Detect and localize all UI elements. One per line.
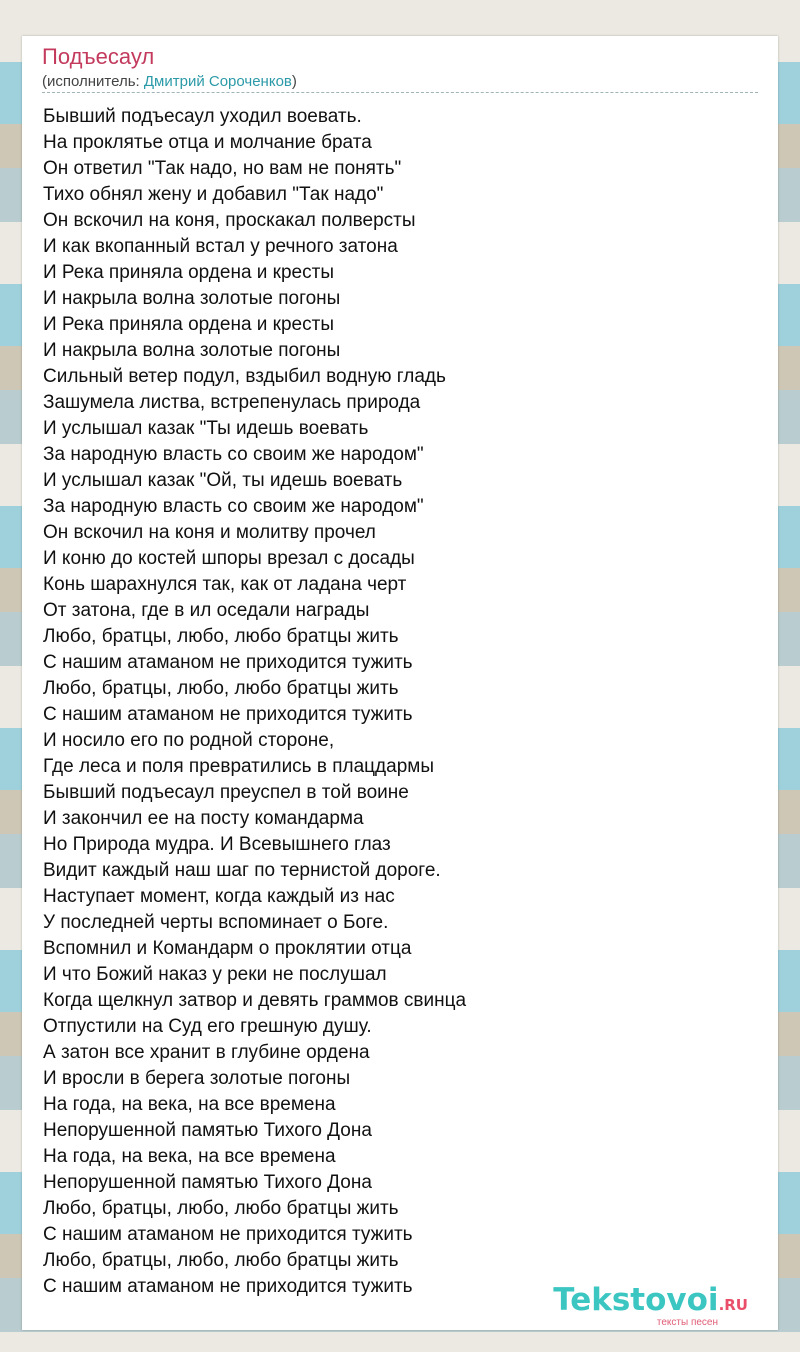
lyric-line: Наступает момент, когда каждый из нас bbox=[43, 886, 395, 907]
logo-name: Tekstovoi bbox=[553, 1282, 719, 1318]
lyric-line: И услышал казак "Ой, ты идешь воевать bbox=[43, 470, 403, 491]
lyric-line: И Река приняла ордена и кресты bbox=[43, 314, 334, 335]
lyric-line: Тихо обнял жену и добавил "Так надо" bbox=[43, 184, 384, 205]
lyric-line: На года, на века, на все времена bbox=[43, 1146, 336, 1167]
lyric-line: От затона, где в ил оседали награды bbox=[43, 600, 370, 621]
lyric-line: С нашим атаманом не приходится тужить bbox=[43, 652, 413, 673]
lyric-line: На проклятье отца и молчание брата bbox=[43, 132, 372, 153]
lyric-line: И услышал казак "Ты идешь воевать bbox=[43, 418, 369, 439]
lyric-line: И что Божий наказ у реки не послушал bbox=[43, 964, 387, 985]
logo-tld: .RU bbox=[718, 1296, 748, 1314]
performer-suffix: ) bbox=[291, 73, 297, 90]
performer-link[interactable]: Дмитрий Сороченков bbox=[143, 73, 292, 90]
lyric-line: С нашим атаманом не приходится тужить bbox=[43, 704, 413, 725]
lyric-line: С нашим атаманом не приходится тужить bbox=[43, 1224, 413, 1245]
lyric-line: Но Природа мудра. И Всевышнего глаз bbox=[43, 834, 391, 855]
lyric-line: А затон все хранит в глубине ордена bbox=[43, 1042, 370, 1063]
lyric-line: Где леса и поля превратились в плацдармы bbox=[43, 756, 434, 777]
song-title: Подъесаул bbox=[42, 44, 155, 69]
lyric-line: И накрыла волна золотые погоны bbox=[43, 288, 341, 309]
lyric-line: Вспомнил и Командарм о проклятии отца bbox=[43, 938, 412, 959]
lyric-line: И накрыла волна золотые погоны bbox=[43, 340, 341, 361]
lyric-line: Отпустили на Суд его грешную душу. bbox=[43, 1016, 372, 1037]
lyric-line: Любо, братцы, любо, любо братцы жить bbox=[43, 1198, 399, 1219]
lyric-line: Зашумела листва, встрепенулась природа bbox=[43, 392, 421, 413]
lyric-line: Конь шарахнулся так, как от ладана черт bbox=[43, 574, 407, 595]
lyric-line: На года, на века, на все времена bbox=[43, 1094, 336, 1115]
lyric-line: Он ответил "Так надо, но вам не понять" bbox=[43, 158, 402, 179]
lyric-line: И носило его по родной стороне, bbox=[43, 730, 335, 751]
lyric-line: За народную власть со своим же народом" bbox=[43, 496, 424, 517]
lyrics-text bbox=[43, 104, 466, 1300]
lyric-line: Бывший подъесаул уходил воевать. bbox=[43, 106, 362, 127]
logo-tagline: тексты песен bbox=[656, 1317, 718, 1328]
lyric-line: И закончил ее на посту командарма bbox=[43, 808, 364, 829]
lyric-line: И Река приняла ордена и кресты bbox=[43, 262, 334, 283]
lyric-line: С нашим атаманом не приходится тужить bbox=[43, 1276, 413, 1297]
site-logo[interactable] bbox=[553, 1284, 748, 1328]
lyrics-card bbox=[22, 36, 778, 1330]
lyric-line: Любо, братцы, любо, любо братцы жить bbox=[43, 626, 399, 647]
lyric-line: Сильный ветер подул, вздыбил водную гладь bbox=[43, 366, 446, 387]
title-divider bbox=[42, 92, 758, 93]
lyric-line: Любо, братцы, любо, любо братцы жить bbox=[43, 1250, 399, 1271]
lyric-line: И вросли в берега золотые погоны bbox=[43, 1068, 351, 1089]
performer-prefix: (исполнитель: bbox=[42, 73, 144, 90]
lyric-line: Когда щелкнул затвор и девять граммов свинца bbox=[43, 990, 467, 1011]
lyric-line: За народную власть со своим же народом" bbox=[43, 444, 424, 465]
lyric-line: Непорушенной памятью Тихого Дона bbox=[43, 1120, 372, 1141]
lyric-line: У последней черты вспоминает о Боге. bbox=[43, 912, 389, 933]
lyric-line: Он вскочил на коня, проскакал полверсты bbox=[43, 210, 416, 231]
lyric-line: Непорушенной памятью Тихого Дона bbox=[43, 1172, 372, 1193]
lyric-line: И коню до костей шпоры врезал с досады bbox=[43, 548, 415, 569]
performer-line bbox=[42, 73, 297, 91]
lyric-line: Видит каждый наш шаг по тернистой дороге. bbox=[43, 860, 441, 881]
lyric-line: Бывший подъесаул преуспел в той воине bbox=[43, 782, 409, 803]
lyric-line: Он вскочил на коня и молитву прочел bbox=[43, 522, 376, 543]
lyric-line: Любо, братцы, любо, любо братцы жить bbox=[43, 678, 399, 699]
lyric-line: И как вкопанный встал у речного затона bbox=[43, 236, 398, 257]
